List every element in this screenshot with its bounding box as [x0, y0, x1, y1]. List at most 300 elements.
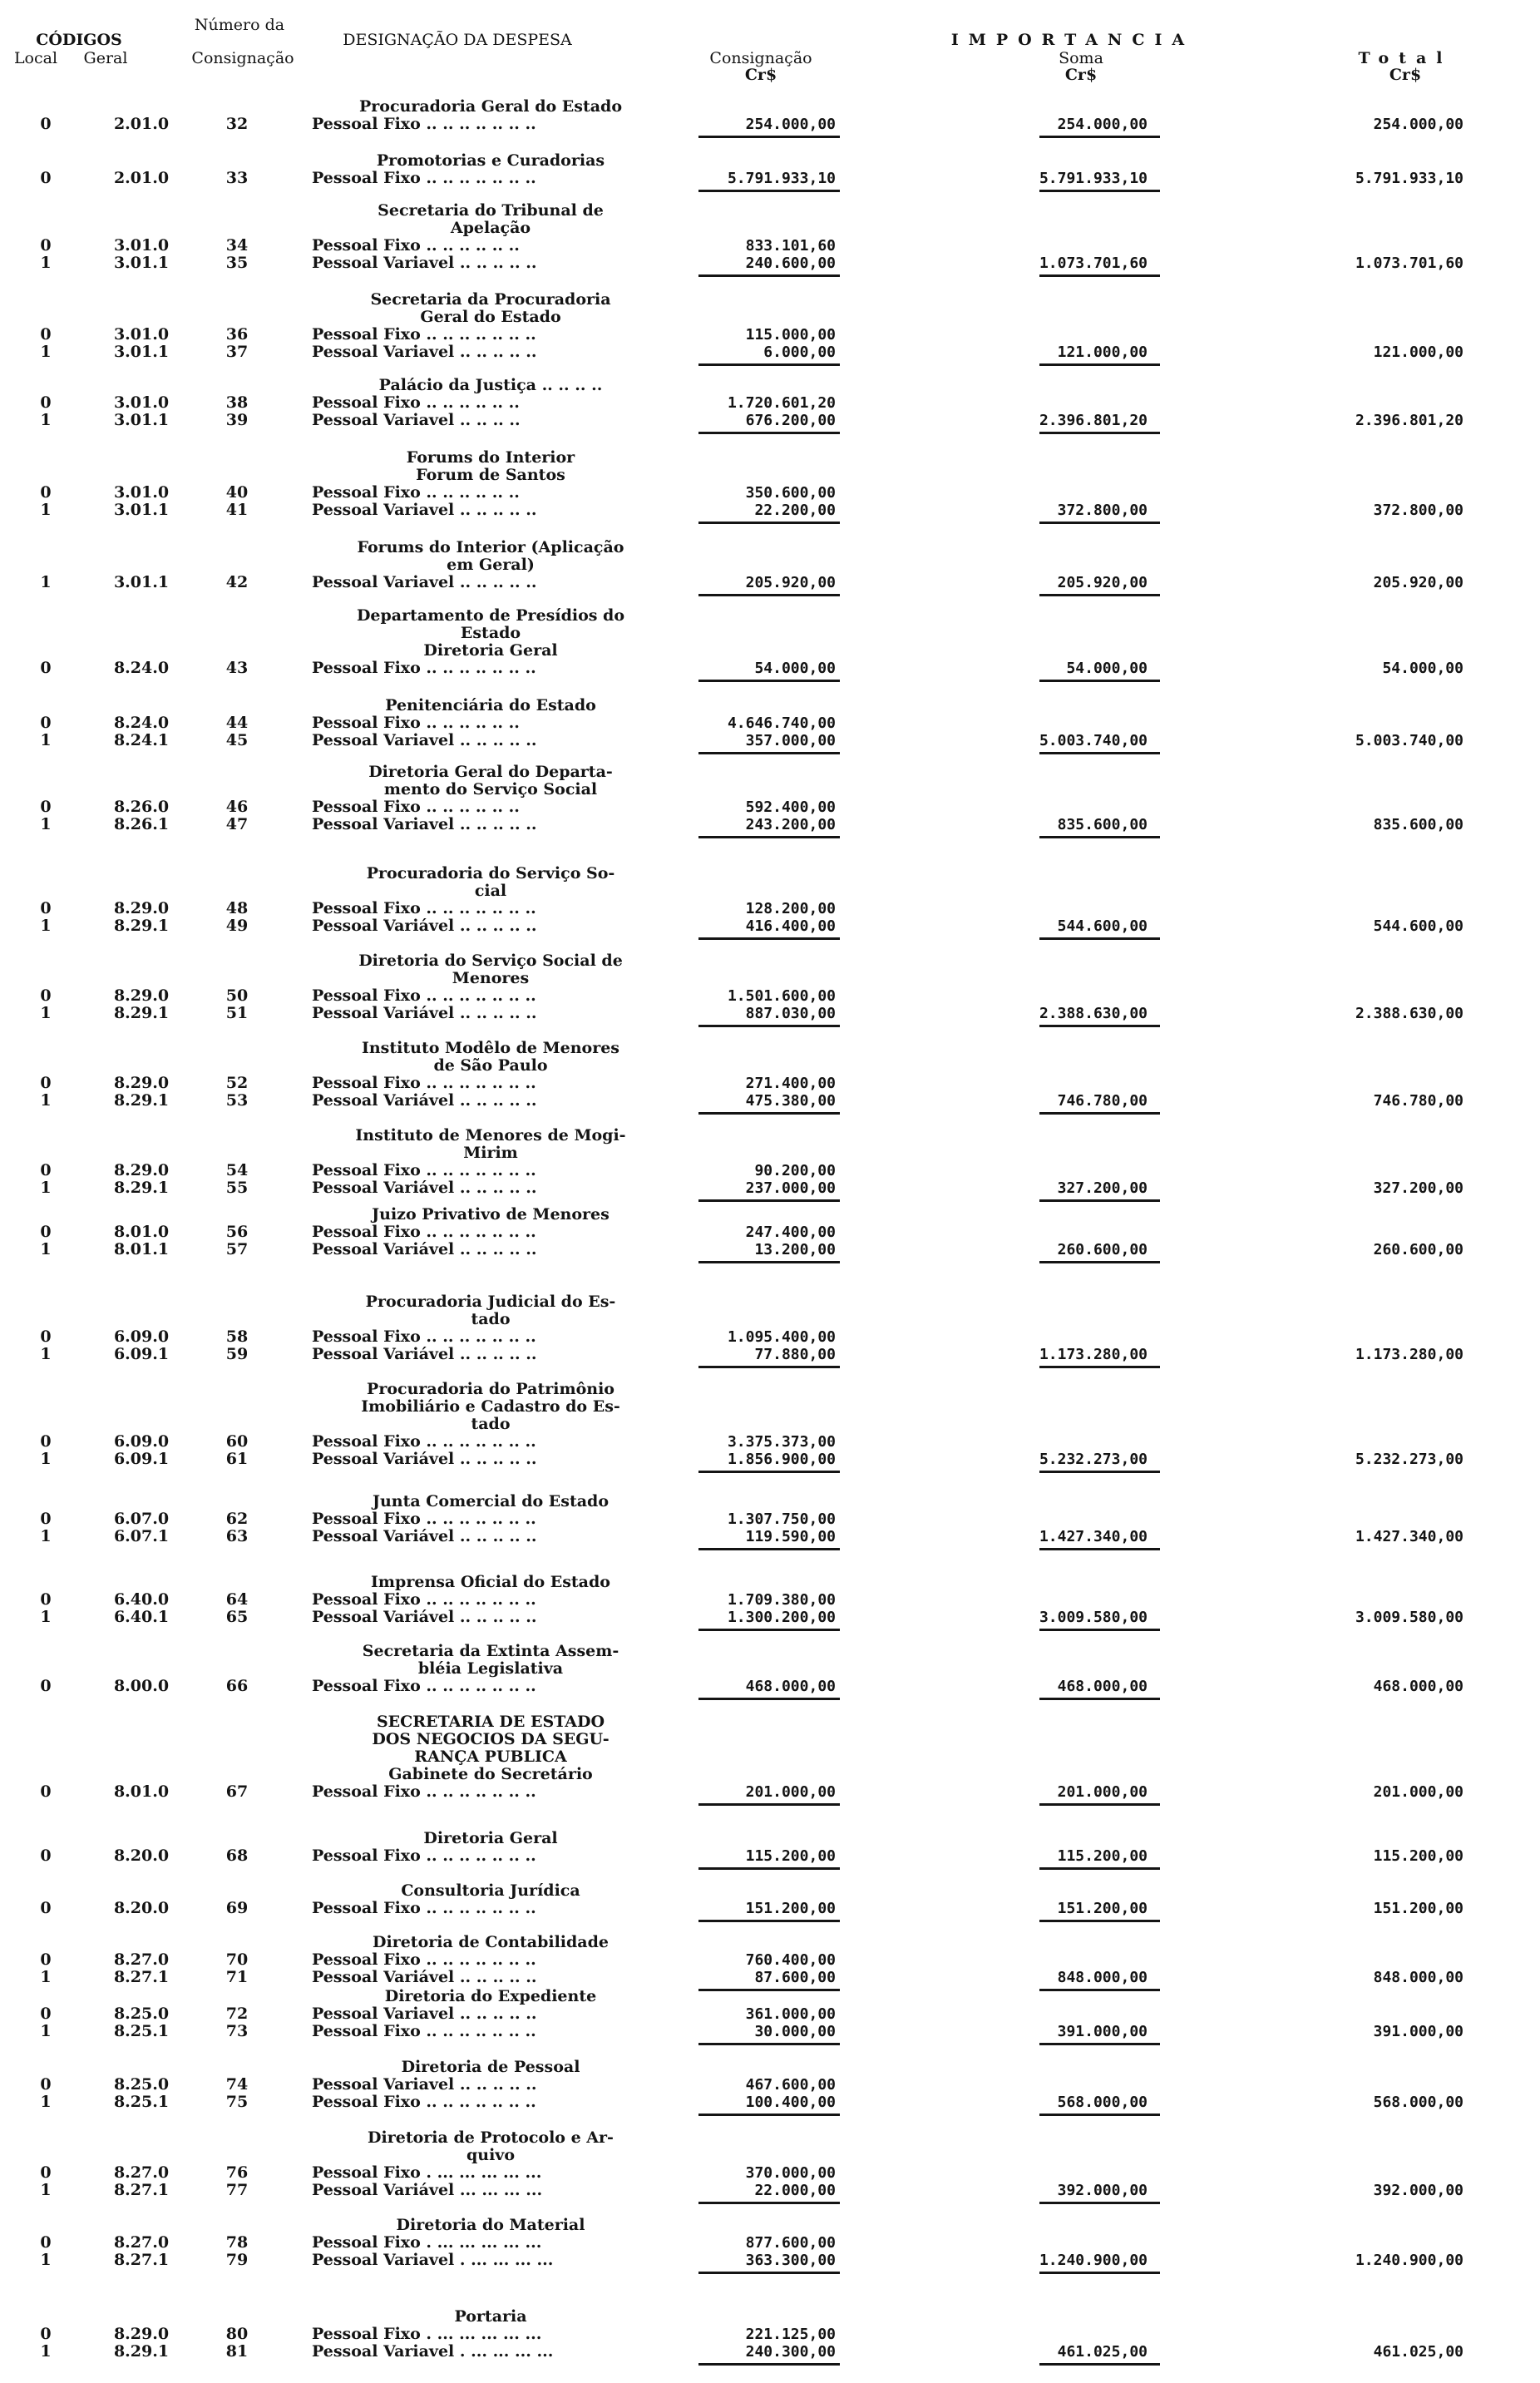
consignacao-value: 350.600,00	[745, 484, 836, 502]
soma-rule	[1039, 1803, 1160, 1806]
code-geral: 8.29.0	[113, 1161, 170, 1179]
code-local: 0	[40, 1847, 52, 1865]
group-title: Diretoria de Contabilidade	[373, 1933, 609, 1951]
soma-value: 327.200,00	[1057, 1179, 1148, 1197]
consignacao-number: 68	[225, 1847, 249, 1865]
soma-value: 568.000,00	[1057, 2094, 1148, 2111]
code-geral: 8.26.0	[113, 798, 170, 816]
consignacao-number: 55	[225, 1179, 249, 1197]
consignacao-rule	[698, 274, 840, 277]
total-value: 54.000,00	[1382, 660, 1463, 677]
total-value: 205.920,00	[1373, 574, 1463, 591]
soma-rule	[1039, 1698, 1160, 1700]
code-geral: 3.01.0	[113, 325, 170, 344]
expense-item: Pessoal Variavel .. .. .. ..	[312, 411, 521, 429]
code-geral: 8.26.1	[113, 815, 170, 833]
expense-item: Pessoal Fixo .. .. .. .. .. .. ..	[312, 325, 536, 344]
group-title: Procuradoria Judicial do Es-	[365, 1293, 616, 1311]
code-geral: 6.09.0	[113, 1432, 170, 1451]
soma-rule	[1039, 752, 1160, 754]
consignacao-number: 37	[225, 343, 249, 361]
soma-value: 260.600,00	[1057, 1241, 1148, 1258]
consignacao-value: 1.095.400,00	[727, 1328, 836, 1346]
soma-value: 372.800,00	[1057, 502, 1148, 519]
consignacao-rule	[698, 2043, 840, 2045]
consignacao-number: 70	[225, 1950, 249, 1969]
consignacao-number: 76	[225, 2163, 249, 2182]
consignacao-number: 40	[225, 483, 249, 502]
group-title: Diretoria de Pessoal	[401, 2058, 580, 2076]
code-geral: 8.25.1	[113, 2093, 170, 2111]
soma-rule	[1039, 2272, 1160, 2274]
group-title: Portaria	[454, 2307, 527, 2326]
soma-value: 392.000,00	[1057, 2182, 1148, 2199]
soma-rule	[1039, 1471, 1160, 1473]
consignacao-value: 87.600,00	[754, 1969, 836, 1986]
header-numero-da: Número da	[194, 16, 285, 34]
consignacao-value: 151.200,00	[745, 1900, 836, 1917]
total-value: 5.791.933,10	[1355, 170, 1463, 187]
expense-item: Pessoal Variável .. .. .. .. ..	[312, 1004, 537, 1022]
consignacao-number: 36	[225, 325, 249, 344]
soma-value: 3.009.580,00	[1039, 1609, 1148, 1626]
code-local: 1	[40, 2251, 52, 2269]
consignacao-value: 1.501.600,00	[727, 987, 836, 1005]
code-local: 1	[40, 1240, 52, 1258]
consignacao-rule	[698, 1366, 840, 1368]
code-local: 1	[40, 815, 52, 833]
consignacao-value: 119.590,00	[745, 1528, 836, 1545]
consignacao-rule	[698, 1112, 840, 1115]
consignacao-value: 877.600,00	[745, 2234, 836, 2252]
consignacao-number: 35	[225, 254, 249, 272]
total-value: 3.009.580,00	[1355, 1609, 1463, 1626]
consignacao-value: 243.200,00	[745, 816, 836, 833]
code-local: 0	[40, 2005, 52, 2023]
code-local: 1	[40, 1179, 52, 1197]
total-value: 372.800,00	[1373, 502, 1463, 519]
code-geral: 8.20.0	[113, 1847, 170, 1865]
consignacao-value: 468.000,00	[745, 1678, 836, 1695]
code-local: 1	[40, 573, 52, 591]
total-value: 151.200,00	[1373, 1900, 1463, 1917]
soma-value: 115.200,00	[1057, 1847, 1148, 1865]
total-value: 254.000,00	[1373, 116, 1463, 133]
code-geral: 8.25.0	[113, 2005, 170, 2023]
expense-item: Pessoal Variavel . ... ... ... ...	[312, 2251, 554, 2269]
total-value: 848.000,00	[1373, 1969, 1463, 1986]
consignacao-rule	[698, 937, 840, 940]
consignacao-number: 61	[225, 1450, 249, 1468]
consignacao-rule	[698, 1548, 840, 1550]
consignacao-number: 39	[225, 411, 249, 429]
group-title: Junta Comercial do Estado	[372, 1492, 610, 1510]
consignacao-number: 62	[225, 1510, 249, 1528]
code-local: 1	[40, 1450, 52, 1468]
consignacao-value: 887.030,00	[745, 1005, 836, 1022]
consignacao-rule	[698, 136, 840, 138]
expense-item: Pessoal Fixo .. .. .. .. .. .. ..	[312, 2093, 536, 2111]
consignacao-rule	[698, 2202, 840, 2204]
soma-value: 746.780,00	[1057, 1092, 1148, 1110]
consignacao-rule	[698, 594, 840, 596]
consignacao-number: 45	[225, 731, 249, 749]
code-geral: 8.01.1	[113, 1240, 170, 1258]
group-title: Forums do Interior (Aplicação	[357, 538, 624, 556]
header-codigos: CÓDIGOS	[36, 31, 122, 49]
code-local: 0	[40, 115, 52, 133]
group-title: SECRETARIA DE ESTADO	[376, 1713, 605, 1731]
expense-item: Pessoal Variavel .. .. .. .. ..	[312, 2005, 537, 2023]
consignacao-value: 271.400,00	[745, 1075, 836, 1092]
consignacao-value: 760.400,00	[745, 1951, 836, 1969]
consignacao-number: 49	[225, 917, 249, 935]
expense-item: Pessoal Fixo .. .. .. .. .. ..	[312, 483, 520, 502]
code-local: 0	[40, 899, 52, 917]
expense-item: Pessoal Fixo .. .. .. .. .. .. ..	[312, 1782, 536, 1801]
code-local: 0	[40, 236, 52, 255]
total-value: 5.003.740,00	[1355, 732, 1463, 749]
consignacao-number: 47	[225, 815, 249, 833]
group-title: Gabinete do Secretário	[388, 1765, 593, 1783]
group-title: Consultoria Jurídica	[401, 1881, 580, 1900]
soma-value: 121.000,00	[1057, 344, 1148, 361]
consignacao-number: 44	[225, 714, 249, 732]
total-value: 544.600,00	[1373, 917, 1463, 935]
total-value: 391.000,00	[1373, 2023, 1463, 2040]
consignacao-value: 22.200,00	[754, 502, 836, 519]
code-geral: 3.01.1	[113, 501, 170, 519]
total-value: 2.396.801,20	[1355, 412, 1463, 429]
code-geral: 6.40.1	[113, 1608, 170, 1626]
code-geral: 3.01.1	[113, 343, 170, 361]
expense-item: Pessoal Fixo .. .. .. .. .. ..	[312, 798, 520, 816]
expense-item: Pessoal Variável .. .. .. .. ..	[312, 1240, 537, 1258]
expense-item: Pessoal Variavel .. .. .. .. ..	[312, 2075, 537, 2094]
consignacao-number: 72	[225, 2005, 249, 2023]
expense-item: Pessoal Fixo .. .. .. .. .. .. ..	[312, 1677, 536, 1695]
code-geral: 8.27.1	[113, 2181, 170, 2199]
expense-item: Pessoal Variável .. .. .. .. ..	[312, 1527, 537, 1545]
group-title: Diretoria Geral do Departa-	[368, 763, 613, 781]
code-geral: 8.25.1	[113, 2022, 170, 2040]
header-designacao: DESIGNAÇÃO DA DESPESA	[343, 31, 572, 49]
soma-value: 848.000,00	[1057, 1969, 1148, 1986]
consignacao-rule	[698, 1698, 840, 1700]
consignacao-value: 115.200,00	[745, 1847, 836, 1865]
consignacao-number: 50	[225, 986, 249, 1005]
consignacao-value: 240.600,00	[745, 255, 836, 272]
consignacao-rule	[698, 836, 840, 838]
consignacao-value: 4.646.740,00	[727, 714, 836, 732]
code-local: 1	[40, 1608, 52, 1626]
consignacao-value: 54.000,00	[754, 660, 836, 677]
soma-value: 201.000,00	[1057, 1783, 1148, 1801]
expense-item: Pessoal Variável .. .. .. .. ..	[312, 1608, 537, 1626]
expense-item: Pessoal Fixo .. .. .. .. .. ..	[312, 393, 520, 412]
soma-rule	[1039, 1920, 1160, 1922]
code-geral: 8.27.0	[113, 2163, 170, 2182]
consignacao-number: 69	[225, 1899, 249, 1917]
consignacao-rule	[698, 1920, 840, 1922]
group-title: Mirim	[463, 1144, 518, 1162]
consignacao-value: 205.920,00	[745, 574, 836, 591]
soma-value: 2.396.801,20	[1039, 412, 1148, 429]
soma-rule	[1039, 1548, 1160, 1550]
expense-item: Pessoal Fixo .. .. .. .. .. ..	[312, 236, 520, 255]
consignacao-value: 115.000,00	[745, 326, 836, 344]
consignacao-value: 1.307.750,00	[727, 1510, 836, 1528]
code-geral: 8.29.0	[113, 899, 170, 917]
consignacao-number: 78	[225, 2233, 249, 2252]
group-title: Instituto Modêlo de Menores	[361, 1039, 620, 1057]
consignacao-number: 53	[225, 1091, 249, 1110]
consignacao-value: 254.000,00	[745, 116, 836, 133]
code-geral: 8.24.0	[113, 714, 170, 732]
code-local: 1	[40, 2093, 52, 2111]
header-col-total: Total	[1358, 49, 1453, 67]
soma-value: 461.025,00	[1057, 2343, 1148, 2361]
consignacao-value: 90.200,00	[754, 1162, 836, 1179]
total-value: 115.200,00	[1373, 1847, 1463, 1865]
group-title: Secretaria do Tribunal de	[378, 201, 604, 220]
soma-rule	[1039, 594, 1160, 596]
expense-item: Pessoal Fixo .. .. .. .. .. .. ..	[312, 1432, 536, 1451]
code-local: 1	[40, 2181, 52, 2199]
consignacao-rule	[698, 190, 840, 192]
total-value: 1.427.340,00	[1355, 1528, 1463, 1545]
consignacao-number: 46	[225, 798, 249, 816]
code-local: 1	[40, 501, 52, 519]
total-value: 461.025,00	[1373, 2343, 1463, 2361]
expense-item: Pessoal Fixo . ... ... ... ... ...	[312, 2325, 542, 2343]
code-geral: 6.09.1	[113, 1345, 170, 1363]
expense-item: Pessoal Fixo .. .. .. .. .. .. ..	[312, 899, 536, 917]
consignacao-number: 32	[225, 115, 249, 133]
consignacao-value: 1.709.380,00	[727, 1591, 836, 1609]
soma-rule	[1039, 1199, 1160, 1202]
code-local: 0	[40, 169, 52, 187]
group-title: Palácio da Justiça .. .. .. ..	[378, 376, 603, 394]
expense-item: Pessoal Variável .. .. .. .. ..	[312, 1179, 537, 1197]
code-geral: 6.07.1	[113, 1527, 170, 1545]
consignacao-value: 467.600,00	[745, 2076, 836, 2094]
soma-value: 254.000,00	[1057, 116, 1148, 133]
code-geral: 8.01.0	[113, 1782, 170, 1801]
code-geral: 6.40.0	[113, 1590, 170, 1609]
consignacao-number: 48	[225, 899, 249, 917]
consignacao-value: 30.000,00	[754, 2023, 836, 2040]
group-title: tado	[471, 1310, 511, 1328]
group-title: Estado	[460, 624, 521, 642]
consignacao-value: 13.200,00	[754, 1241, 836, 1258]
soma-rule	[1039, 432, 1160, 434]
code-geral: 6.09.1	[113, 1450, 170, 1468]
group-title: Departamento de Presídios do	[356, 606, 625, 625]
code-local: 1	[40, 343, 52, 361]
code-local: 1	[40, 1527, 52, 1545]
consignacao-number: 79	[225, 2251, 249, 2269]
code-local: 0	[40, 1950, 52, 1969]
consignacao-value: 100.400,00	[745, 2094, 836, 2111]
code-local: 0	[40, 714, 52, 732]
soma-value: 54.000,00	[1066, 660, 1148, 677]
soma-value: 5.791.933,10	[1039, 170, 1148, 187]
code-geral: 3.01.1	[113, 254, 170, 272]
consignacao-value: 3.375.373,00	[727, 1433, 836, 1451]
code-local: 1	[40, 917, 52, 935]
soma-value: 2.388.630,00	[1039, 1005, 1148, 1022]
code-local: 0	[40, 1677, 52, 1695]
group-title: Juizo Privativo de Menores	[372, 1205, 610, 1224]
consignacao-rule	[698, 522, 840, 524]
expense-item: Pessoal Fixo . ... ... ... ... ...	[312, 2163, 542, 2182]
code-geral: 6.09.0	[113, 1327, 170, 1346]
consignacao-number: 67	[225, 1782, 249, 1801]
consignacao-number: 42	[225, 573, 249, 591]
soma-rule	[1039, 1112, 1160, 1115]
code-local: 0	[40, 483, 52, 502]
consignacao-value: 370.000,00	[745, 2164, 836, 2182]
soma-rule	[1039, 1629, 1160, 1631]
code-local: 0	[40, 986, 52, 1005]
group-title: Secretaria da Procuradoria	[370, 290, 611, 309]
expense-item: Pessoal Variável .. .. .. .. ..	[312, 1450, 537, 1468]
header-col-total-unit: Cr$	[1389, 66, 1422, 84]
header-consignacao: Consignação	[191, 49, 294, 67]
code-geral: 8.29.1	[113, 1179, 170, 1197]
header-col-soma-unit: Cr$	[1064, 66, 1098, 84]
group-title: DOS NEGOCIOS DA SEGU-	[372, 1730, 610, 1748]
total-value: 835.600,00	[1373, 816, 1463, 833]
soma-rule	[1039, 190, 1160, 192]
code-geral: 8.27.0	[113, 1950, 170, 1969]
soma-value: 5.003.740,00	[1039, 732, 1148, 749]
soma-rule	[1039, 2363, 1160, 2366]
code-geral: 2.01.0	[113, 169, 170, 187]
code-geral: 3.01.1	[113, 411, 170, 429]
consignacao-number: 57	[225, 1240, 249, 1258]
code-local: 1	[40, 731, 52, 749]
code-geral: 8.29.1	[113, 917, 170, 935]
total-value: 1.173.280,00	[1355, 1346, 1463, 1363]
code-local: 0	[40, 1327, 52, 1346]
consignacao-value: 475.380,00	[745, 1092, 836, 1110]
consignacao-number: 80	[225, 2325, 249, 2343]
consignacao-value: 363.300,00	[745, 2252, 836, 2269]
code-local: 1	[40, 411, 52, 429]
header-importancia: IMPORTANCIA	[950, 31, 1195, 49]
consignacao-value: 237.000,00	[745, 1179, 836, 1197]
code-local: 1	[40, 2022, 52, 2040]
total-value: 327.200,00	[1373, 1179, 1463, 1197]
code-local: 0	[40, 659, 52, 677]
consignacao-number: 75	[225, 2093, 249, 2111]
expense-item: Pessoal Variável .. .. .. .. ..	[312, 1345, 537, 1363]
consignacao-number: 65	[225, 1608, 249, 1626]
soma-rule	[1039, 836, 1160, 838]
soma-value: 5.232.273,00	[1039, 1451, 1148, 1468]
expense-item: Pessoal Variável .. .. .. .. ..	[312, 917, 537, 935]
group-title: Secretaria da Extinta Assem-	[362, 1642, 619, 1660]
consignacao-value: 128.200,00	[745, 900, 836, 917]
group-title: Diretoria do Expediente	[384, 1987, 597, 2005]
consignacao-rule	[698, 2272, 840, 2274]
soma-rule	[1039, 136, 1160, 138]
group-title: Procuradoria Geral do Estado	[358, 97, 623, 116]
header-col-soma: Soma	[1059, 49, 1103, 67]
expense-item: Pessoal Variável .. .. .. .. ..	[312, 1968, 537, 1986]
consignacao-rule	[698, 752, 840, 754]
consignacao-rule	[698, 1471, 840, 1473]
code-geral: 3.01.1	[113, 573, 170, 591]
consignacao-rule	[698, 2114, 840, 2116]
soma-rule	[1039, 680, 1160, 682]
expense-item: Pessoal Fixo .. .. .. .. .. .. ..	[312, 1223, 536, 1241]
expense-item: Pessoal Fixo .. .. .. .. .. ..	[312, 714, 520, 732]
soma-rule	[1039, 522, 1160, 524]
soma-value: 205.920,00	[1057, 574, 1148, 591]
consignacao-number: 54	[225, 1161, 249, 1179]
soma-rule	[1039, 1025, 1160, 1027]
expense-item: Pessoal Fixo .. .. .. .. .. .. ..	[312, 1590, 536, 1609]
code-geral: 8.27.1	[113, 1968, 170, 1986]
group-title: em Geral)	[447, 556, 535, 574]
consignacao-value: 5.791.933,10	[727, 170, 836, 187]
total-value: 568.000,00	[1373, 2094, 1463, 2111]
code-geral: 8.01.0	[113, 1223, 170, 1241]
consignacao-value: 77.880,00	[754, 1346, 836, 1363]
consignacao-rule	[698, 1629, 840, 1631]
soma-rule	[1039, 274, 1160, 277]
code-geral: 8.29.1	[113, 1004, 170, 1022]
code-local: 0	[40, 1899, 52, 1917]
consignacao-number: 41	[225, 501, 249, 519]
code-local: 0	[40, 1432, 52, 1451]
consignacao-rule	[698, 432, 840, 434]
consignacao-number: 63	[225, 1527, 249, 1545]
total-value: 468.000,00	[1373, 1678, 1463, 1695]
group-title: Penitenciária do Estado	[385, 696, 596, 714]
expense-item: Pessoal Variavel .. .. .. .. ..	[312, 815, 537, 833]
soma-value: 391.000,00	[1057, 2023, 1148, 2040]
consignacao-rule	[698, 1261, 840, 1263]
soma-rule	[1039, 937, 1160, 940]
soma-value: 1.240.900,00	[1039, 2252, 1148, 2269]
total-value: 1.240.900,00	[1355, 2252, 1463, 2269]
consignacao-rule	[698, 363, 840, 366]
code-local: 1	[40, 1091, 52, 1110]
soma-rule	[1039, 1261, 1160, 1263]
consignacao-number: 38	[225, 393, 249, 412]
consignacao-number: 51	[225, 1004, 249, 1022]
consignacao-rule	[698, 1025, 840, 1027]
consignacao-value: 247.400,00	[745, 1224, 836, 1241]
expense-item: Pessoal Variavel .. .. .. .. ..	[312, 573, 537, 591]
expense-item: Pessoal Fixo .. .. .. .. .. .. ..	[312, 115, 536, 133]
total-value: 392.000,00	[1373, 2182, 1463, 2199]
consignacao-value: 1.300.200,00	[727, 1609, 836, 1626]
expense-item: Pessoal Fixo .. .. .. .. .. .. ..	[312, 1074, 536, 1092]
group-title: Diretoria de Protocolo e Ar-	[368, 2128, 614, 2147]
code-local: 0	[40, 2075, 52, 2094]
group-title: Forum de Santos	[416, 466, 565, 484]
soma-rule	[1039, 1366, 1160, 1368]
expense-item: Pessoal Fixo .. .. .. .. .. .. ..	[312, 1327, 536, 1346]
group-title: quivo	[466, 2146, 516, 2164]
expense-item: Pessoal Variavel .. .. .. .. ..	[312, 731, 537, 749]
code-local: 0	[40, 2233, 52, 2252]
